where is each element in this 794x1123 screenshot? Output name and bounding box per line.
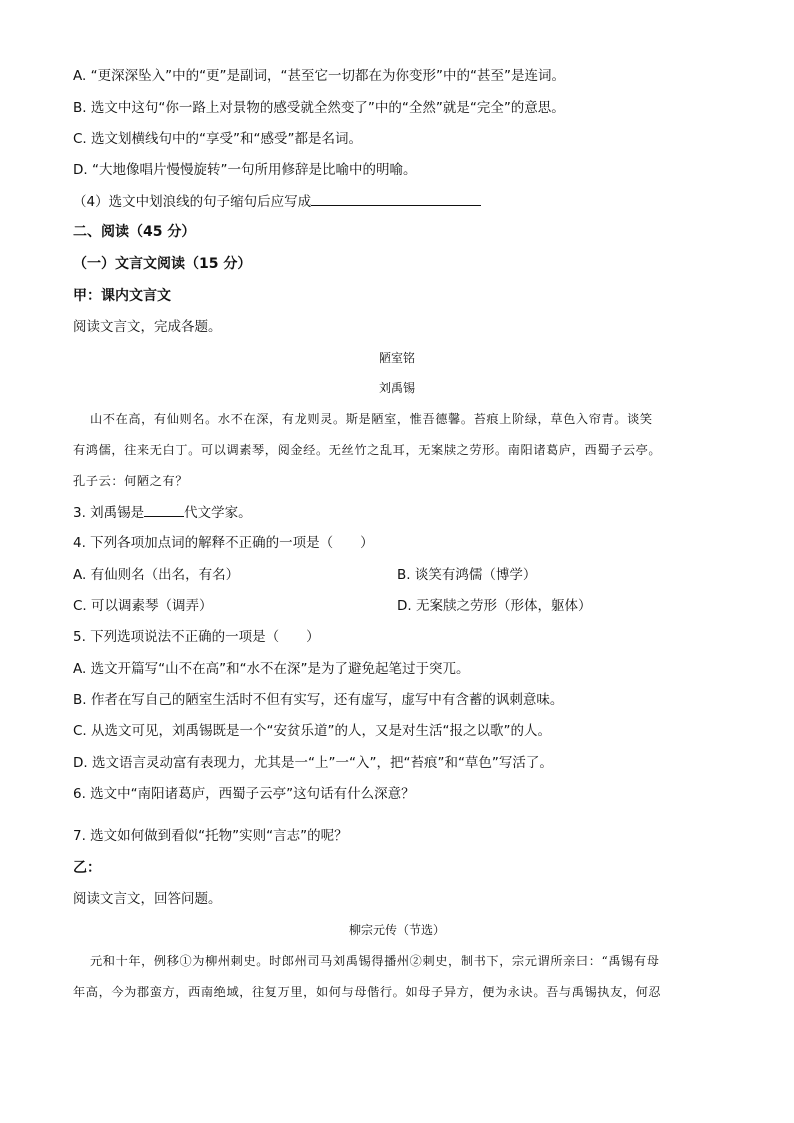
question-3 [73, 502, 252, 523]
question-4: 4. 下列各项加点词的解释不正确的一项是（ ） [73, 535, 374, 551]
passage-title: 柳宗元传（节选） [348, 923, 445, 937]
q4-option-c[interactable]: C. 可以调素琴（调弄） [73, 598, 213, 614]
option-a: A. “更深深坠入”中的“更”是副词，“甚至它一切都在为你变形”中的“甚至”是连词。 [73, 68, 566, 84]
question-7: 7. 选文如何做到看似“托物”实则“言志”的呢？ [73, 828, 348, 844]
question-6: 6. 选文中“南阳诸葛庐，西蜀子云亭”这句话有什么深意？ [73, 786, 415, 802]
poem-line: 有鸿儒，往来无白丁。可以调素琴，阅金经。无丝竹之乱耳，无案牍之劳形。南阳诸葛庐，西蜀子云亭。 [73, 443, 662, 457]
option-d: D. “大地像唱片慢慢旋转”一句所用修辞是比喻中的明喻。 [73, 162, 417, 178]
option-b: B. 选文中这句“你一路上对景物的感受就全然变了”中的“全然”就是“完全”的意思。 [73, 100, 565, 116]
q5-option-c[interactable]: C. 从选文可见，刘禹锡既是一个“安贫乐道”的人，又是对生活“报之以歌”的人。 [73, 723, 551, 739]
question-5: 5. 下列选项说法不正确的一项是（ ） [73, 629, 320, 645]
poem-title: 陋室铭 [378, 351, 415, 365]
q5-option-d[interactable]: D. 选文语言灵动富有表现力，尤其是一“上”一“入”，把“苔痕”和“草色”写活了。 [73, 755, 553, 771]
q4-option-b[interactable]: B. 谈笑有鸿儒（博学） [397, 567, 537, 583]
passage-line: 元和十年，例移①为柳州刺史。时郎州司马刘禹锡得播州②刺史，制书下，宗元谓所亲曰：“禹锡有母 [90, 954, 660, 968]
part-jia-heading: 甲：课内文言文 [73, 288, 171, 304]
instruction-yi: 阅读文言文，回答问题。 [73, 891, 222, 907]
answer-blank[interactable] [144, 502, 184, 517]
question-3-suffix: 代文学家。 [184, 505, 252, 521]
question-4-options-row2 [73, 596, 723, 616]
answer-blank[interactable] [311, 191, 481, 206]
poem-author: 刘禹锡 [378, 381, 415, 395]
option-c: C. 选文划横线句中的“享受”和“感受”都是名词。 [73, 131, 362, 147]
instruction-jia: 阅读文言文，完成各题。 [73, 319, 222, 335]
q4-option-d[interactable]: D. 无案牍之劳形（形体，躯体） [397, 598, 592, 614]
passage-line: 年高，今为郡蛮方，西南绝域，往复万里，如何与母偕行。如母子异方，便为永诀。吾与禹锡执友，何忍 [73, 985, 662, 999]
poem-line: 孔子云：何陋之有？ [73, 474, 189, 488]
question-3-prefix: 3. 刘禹锡是 [73, 505, 145, 521]
subsection-heading: （一）文言文阅读（15 分） [73, 256, 252, 272]
q5-option-a[interactable]: A. 选文开篇写“山不在高”和“水不在深”是为了避免起笔过于突兀。 [73, 661, 470, 677]
part-yi-heading: 乙： [73, 860, 101, 876]
poem-line: 山不在高，有仙则名。水不在深，有龙则灵。斯是陋室，惟吾德馨。苔痕上阶绿，草色入帘青。谈笑 [90, 412, 653, 426]
q5-option-b[interactable]: B. 作者在写自己的陋室生活时不但有实写，还有虚写，虚写中有含蓄的讽刺意味。 [73, 692, 564, 708]
section-heading: 二、阅读（45 分） [73, 224, 196, 240]
question-4-condense [73, 191, 481, 212]
question-4-options-row1 [73, 565, 723, 585]
q4-option-a[interactable]: A. 有仙则名（出名，有名） [73, 567, 240, 583]
question-4-text: （4）选文中划浪线的句子缩句后应写成 [73, 194, 312, 210]
